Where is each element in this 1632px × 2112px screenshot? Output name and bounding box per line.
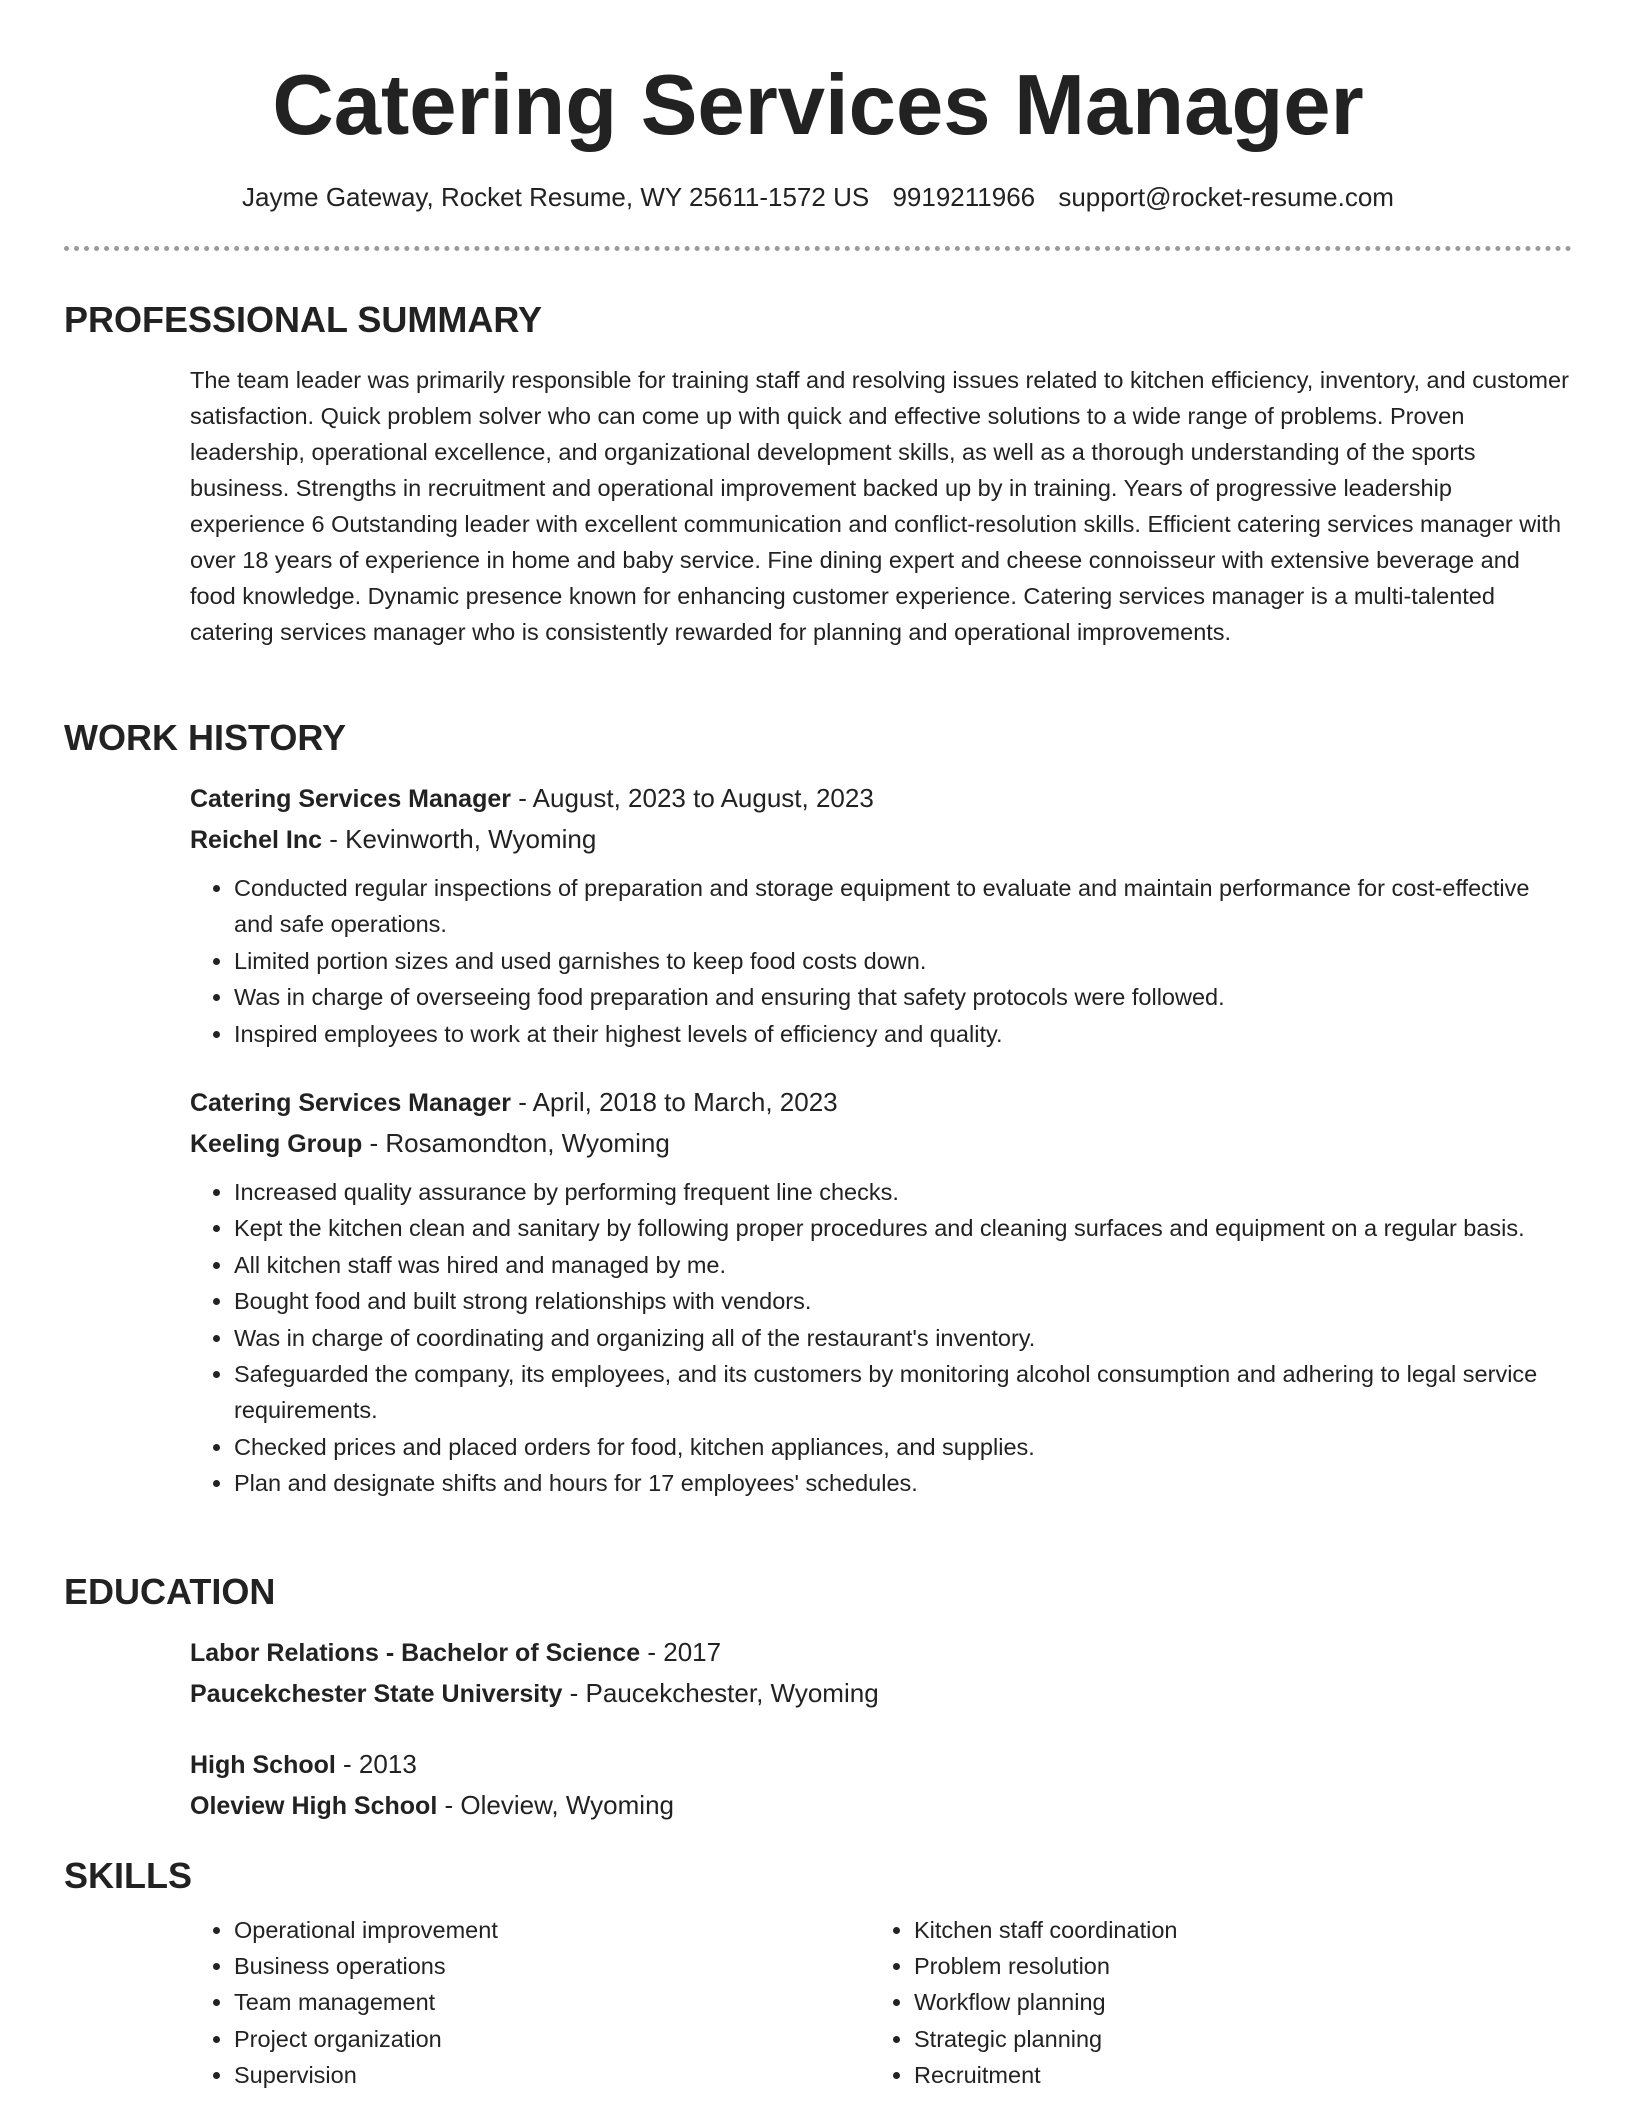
job-title-line: [190, 1082, 1572, 1123]
education-entry: [190, 1744, 1572, 1826]
list-item: • Bought food and built strong relationships with vendors.: [234, 1283, 1572, 1319]
skills-grid: [190, 1912, 1572, 2093]
resume-page: [64, 0, 1572, 2088]
school-line: [190, 1673, 1572, 1714]
job-bullets: [190, 1174, 1572, 1502]
list-item: • Safeguarded the company, its employees, and its customers by monitoring alcohol consumption and adhering to legal service requirements.: [234, 1356, 1572, 1429]
job-dates: - August, 2023 to August, 2023: [510, 783, 874, 813]
skill-item: • Supervision: [234, 2057, 870, 2093]
list-item: • Checked prices and placed orders for food, kitchen appliances, and supplies.: [234, 1429, 1572, 1465]
work-history-section: [64, 716, 1572, 1502]
job-company-line: [190, 1123, 1572, 1164]
list-item: • Kept the kitchen clean and sanitary by following proper procedures and cleaning surfaces and equipment on a regular basis.: [234, 1210, 1572, 1246]
summary-section: [64, 298, 1572, 650]
list-item: • Inspired employees to work at their highest levels of efficiency and quality.: [234, 1016, 1572, 1052]
contact-address: Jayme Gateway, Rocket Resume, WY 25611-1572 US: [242, 182, 870, 212]
job-location: - Rosamondton, Wyoming: [362, 1128, 670, 1159]
job-location: - Kevinworth, Wyoming: [322, 824, 597, 854]
list-item: • Plan and designate shifts and hours for 17 employees' schedules.: [234, 1465, 1572, 1501]
degree: High School: [190, 1751, 336, 1779]
list-item: • Was in charge of overseeing food preparation and ensuring that safety protocols were followed.: [234, 979, 1572, 1015]
degree: Labor Relations - Bachelor of Science: [190, 1639, 641, 1667]
page-title: Catering Services Manager: [272, 58, 1364, 153]
job-bullets: [190, 870, 1572, 1052]
summary-text: The team leader was primarily responsible for training staff and resolving issues related to kitchen efficiency, inventory, and customer satisfaction. Quick problem solver who can come up with quick and effective solutions to a wide range of problems. Proven leadership, operational excellence, and organizational development skills, as well as a thorough understanding of the sports business. Strengths in recruitment and operational improvement backed up by in training. Years of progressive leadership experience 6 Outstanding leader with excellent communication and conflict-resolution skills. Efficient catering services manager with over 18 years of experience in home and baby service. Fine dining expert and cheese connoisseur with extensive beverage and food knowledge. Dynamic presence known for enhancing customer experience. Catering services manager is a multi-talented catering services manager who is consistently rewarded for planning and operational improvements.: [190, 367, 1569, 645]
school: Oleview High School: [190, 1792, 438, 1820]
skill-item: • Kitchen staff coordination: [914, 1912, 1550, 1948]
job-company-line: [190, 819, 1572, 860]
degree-line: [190, 1632, 1572, 1673]
work-history-heading: WORK HISTORY: [64, 717, 347, 758]
list-item: • Was in charge of coordinating and organizing all of the restaurant's inventory.: [234, 1320, 1572, 1356]
education-heading: EDUCATION: [64, 1571, 276, 1612]
skill-item: • Team management: [234, 1984, 870, 2020]
school-location: - Paucekchester, Wyoming: [562, 1678, 879, 1708]
contact-email: support@rocket-resume.com: [1058, 182, 1394, 212]
list-item: • All kitchen staff was hired and managed by me.: [234, 1247, 1572, 1283]
skill-item: • Workflow planning: [914, 1984, 1550, 2020]
job-dates: - April, 2018 to March, 2023: [510, 1087, 838, 1118]
skills-list-left: [190, 1912, 870, 2093]
job-entry: [190, 1082, 1572, 1502]
list-item: • Conducted regular inspections of preparation and storage equipment to evaluate and maintain performance for cost-effective and safe operations.: [234, 870, 1572, 943]
skill-item: • Operational improvement: [234, 1912, 870, 1948]
skill-item: • Recruitment: [914, 2057, 1550, 2093]
contact-phone: 9919211966: [892, 182, 1036, 212]
job-company: Reichel Inc: [190, 826, 322, 854]
skill-item: • Business operations: [234, 1948, 870, 1984]
degree-year: - 2013: [335, 1749, 417, 1779]
degree-line: [190, 1744, 1572, 1785]
skills-heading: SKILLS: [64, 1855, 193, 1896]
job-company: Keeling Group: [190, 1130, 363, 1159]
school-location: - Oleview, Wyoming: [437, 1790, 674, 1820]
skill-item: • Problem resolution: [914, 1948, 1550, 1984]
skills-list-right: [870, 1912, 1550, 2093]
list-item: • Increased quality assurance by performing frequent line checks.: [234, 1174, 1572, 1210]
list-item: • Limited portion sizes and used garnishes to keep food costs down.: [234, 943, 1572, 979]
skills-section: [64, 1854, 1572, 2093]
school-line: [190, 1785, 1572, 1826]
skill-item: • Strategic planning: [914, 2021, 1550, 2057]
job-title: Catering Services Manager: [190, 785, 511, 813]
degree-year: - 2017: [640, 1637, 722, 1667]
summary-heading: PROFESSIONAL SUMMARY: [64, 299, 543, 340]
job-title: Catering Services Manager: [190, 1089, 511, 1118]
job-entry: [190, 778, 1572, 1052]
job-title-line: [190, 778, 1572, 819]
skill-item: • Project organization: [234, 2021, 870, 2057]
contact-line: [64, 180, 1572, 214]
school: Paucekchester State University: [190, 1680, 563, 1708]
education-section: [64, 1570, 1572, 1826]
header-divider: [64, 246, 1572, 251]
education-entry: [190, 1632, 1572, 1714]
